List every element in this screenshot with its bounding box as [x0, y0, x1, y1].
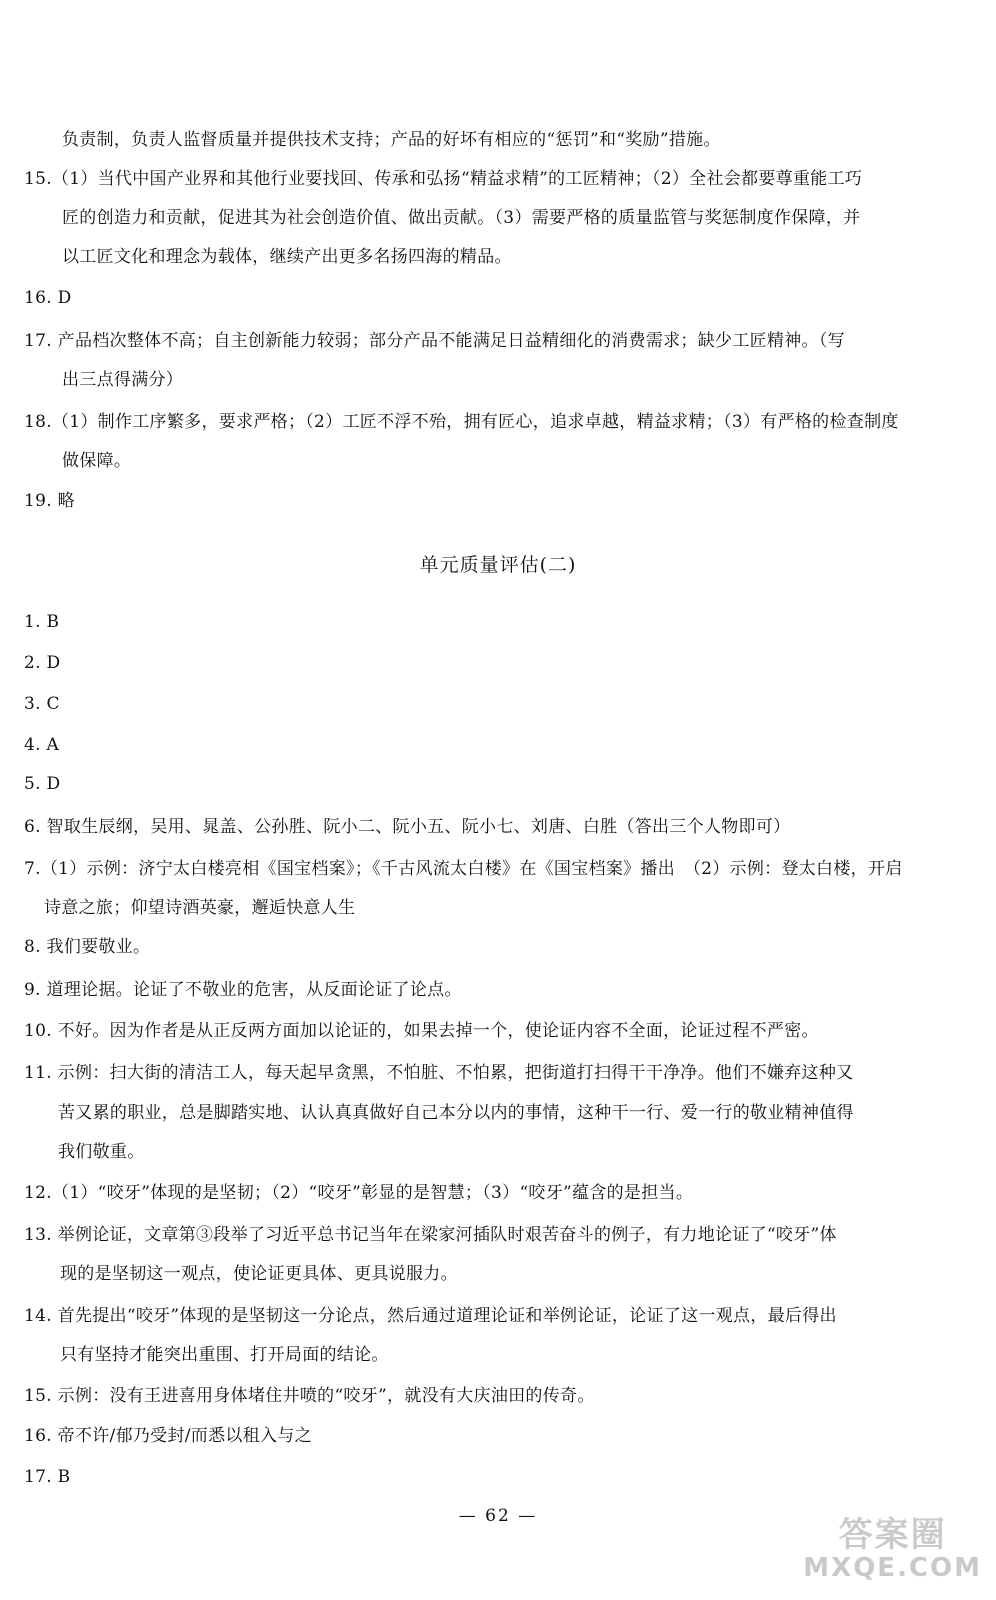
- text-line: 9. 道理论据。论证了不敬业的危害，从反面论证了论点。: [24, 980, 462, 1000]
- text-line: 以工匠文化和理念为载体，继续产出更多名扬四海的精品。: [62, 247, 512, 267]
- watermark-logo-bottom: MXQE.COM: [803, 1553, 982, 1583]
- text-line: 2. D: [24, 653, 61, 673]
- text-line: 6. 智取生辰纲，吴用、晁盖、公孙胜、阮小二、阮小五、阮小七、刘唐、白胜（答出三个人物即可）: [24, 817, 791, 837]
- text-line: 8. 我们要敬业。: [24, 937, 151, 957]
- text-line: 只有坚持才能突出重围、打开局面的结论。: [60, 1345, 389, 1365]
- text-line: 13. 举例论证，文章第③段举了习近平总书记当年在梁家河插队时艰苦奋斗的例子，有力地论证了“咬牙”体: [24, 1225, 837, 1245]
- text-line: 15.（1）当代中国产业界和其他行业要找回、传承和弘扬“精益求精”的工匠精神；（2）全社会都要尊重能工巧: [24, 169, 863, 189]
- text-line: 负责制，负责人监督质量并提供技术支持；产品的好坏有相应的“惩罚”和“奖励”措施。: [62, 130, 721, 150]
- text-line: 3. C: [24, 694, 60, 714]
- text-line: 17. B: [24, 1467, 71, 1487]
- text-line: 19. 略: [24, 491, 75, 511]
- text-line: 4. A: [24, 735, 60, 755]
- text-line: 1. B: [24, 612, 60, 632]
- text-line: 出三点得满分）: [62, 370, 184, 390]
- text-line: 17. 产品档次整体不高；自主创新能力较弱；部分产品不能满足日益精细化的消费需求；缺少工匠精神。（写: [24, 331, 845, 351]
- text-line: 苦又累的职业，总是脚踏实地、认认真真做好自己本分以内的事情，这种干一行、爱一行的敬业精神值得: [58, 1103, 854, 1123]
- text-line: 10. 不好。因为作者是从正反两方面加以论证的，如果去掉一个，使论证内容不全面，论证过程不严密。: [24, 1021, 819, 1041]
- text-line: 7.（1）示例：济宁太白楼亮相《国宝档案》；《千古风流太白楼》在《国宝档案》播出 （2）示例：登太白楼，开启: [24, 859, 903, 879]
- text-line: 11. 示例：扫大街的清洁工人，每天起早贪黑，不怕脏、不怕累，把街道打扫得干干净净。他们不嫌弃这种又: [24, 1063, 854, 1083]
- text-line: 诗意之旅；仰望诗酒英豪，邂逅快意人生: [44, 898, 356, 918]
- text-line: 15. 示例：没有王进喜用身体堵住井喷的“咬牙”，就没有大庆油田的传奇。: [24, 1386, 595, 1406]
- text-line: 16. D: [24, 288, 72, 308]
- text-line: 5. D: [24, 774, 61, 794]
- text-line: 16. 帝不许/郁乃受封/而悉以租入与之: [24, 1426, 312, 1446]
- text-line: 现的是坚韧这一观点，使论证更具体、更具说服力。: [60, 1264, 458, 1284]
- section-heading: 单元质量评估(二): [419, 554, 577, 576]
- text-line: 我们敬重。: [58, 1142, 145, 1162]
- text-line: 14. 首先提出“咬牙”体现的是坚韧这一分论点，然后通过道理论证和举例论证，论证了这一观点，最后得出: [24, 1306, 837, 1326]
- text-line: 匠的创造力和贡献，促进其为社会创造价值、做出贡献。（3）需要严格的质量监管与奖惩制度作保障，并: [62, 208, 861, 228]
- watermark-logo-top: 答案圈: [838, 1515, 947, 1555]
- text-line: 18.（1）制作工序繁多，要求严格；（2）工匠不浮不殆，拥有匠心，追求卓越，精益求精；（3）有严格的检查制度: [24, 412, 899, 432]
- page-number: — 62 —: [458, 1506, 538, 1526]
- text-line: 做保障。: [62, 451, 132, 471]
- text-line: 12.（1）“咬牙”体现的是坚韧；（2）“咬牙”彰显的是智慧；（3）“咬牙”蕴含的是担当。: [24, 1183, 694, 1203]
- watermark-logo: [803, 1516, 982, 1582]
